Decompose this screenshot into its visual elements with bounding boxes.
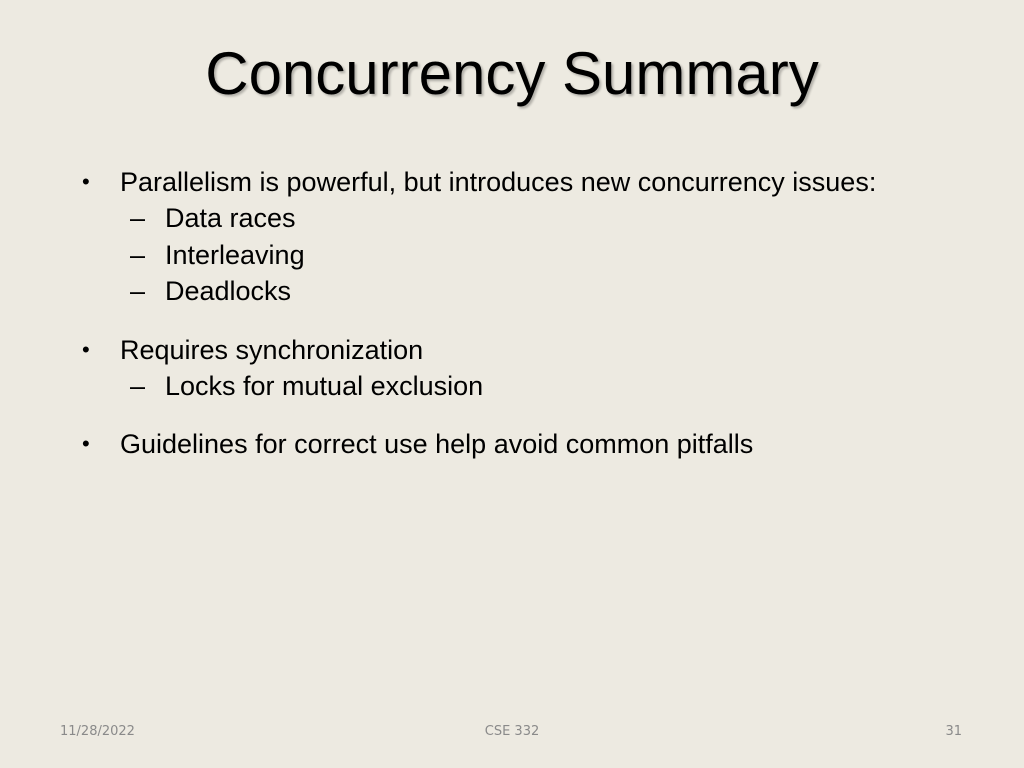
dash-icon: – — [130, 370, 146, 401]
sub-bullet-text: Interleaving — [165, 239, 305, 270]
sub-bullet-text: Locks for mutual exclusion — [165, 370, 484, 401]
sub-bullet-item — [120, 237, 960, 274]
bullet-item-parallelism — [80, 164, 960, 310]
dash-icon: – — [130, 276, 146, 306]
bullet-icon: • — [82, 431, 90, 456]
sub-bullet-item — [120, 273, 960, 310]
bullet-list — [80, 164, 960, 484]
sub-bullet-text: Deadlocks — [165, 276, 292, 306]
bullet-icon: • — [82, 336, 90, 362]
dash-icon: – — [130, 239, 146, 270]
bullet-icon: • — [82, 169, 90, 194]
sub-bullet-list — [120, 200, 960, 310]
sub-bullet-list — [120, 368, 960, 405]
footer-page-number: 31 — [945, 724, 962, 739]
footer-date: 11/28/2022 — [60, 724, 135, 739]
bullet-text: Requires synchronization — [120, 334, 424, 365]
dash-icon: – — [130, 203, 146, 233]
bullet-text: Parallelism is powerful, but introduces new concurrency issues: — [120, 167, 877, 197]
sub-bullet-item — [120, 368, 960, 405]
sub-bullet-item — [120, 200, 960, 237]
sub-bullet-text: Data races — [165, 203, 296, 233]
bullet-item-synchronization — [80, 332, 960, 405]
bullet-text: Guidelines for correct use help avoid common pitfalls — [120, 429, 754, 459]
slide-title: Concurrency Summary — [205, 40, 819, 107]
footer-course: CSE 332 — [484, 724, 540, 739]
bullet-item-guidelines — [80, 426, 960, 462]
